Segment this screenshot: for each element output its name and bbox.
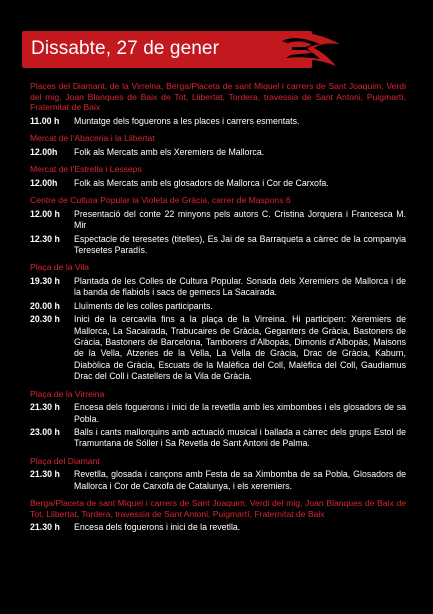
schedule-section — [30, 195, 406, 256]
event-time: 12.00h — [30, 177, 58, 188]
event-row — [30, 427, 406, 450]
schedule-section — [30, 498, 406, 534]
schedule-section — [30, 262, 406, 382]
event-row — [30, 314, 406, 382]
event-row — [30, 147, 406, 158]
location-heading: Plaça del Diamant — [30, 455, 100, 466]
schedule-section — [30, 164, 406, 189]
event-time: 12.00 h — [30, 208, 60, 219]
schedule-section — [30, 133, 406, 158]
location-heading: Berga/Placeta de sant Miquel i carrers de Sant Joaquim, Verdi del mig, Joan Blanques de Baix de Tot, Llibertat, Tordera, travessia de Sant Antoni, Puigmartí, Fraternitat de Baix — [30, 498, 406, 519]
fire-decoration-icon — [222, 26, 342, 72]
schedule-list — [30, 81, 406, 540]
event-row — [30, 469, 406, 492]
event-description: Folk als Mercats amb els Xeremiers de Mallorca. — [74, 146, 265, 157]
event-time: 21.30 h — [30, 402, 60, 413]
event-time: 12.30 h — [30, 233, 60, 244]
event-description: Plantada de les Colles de Cultura Popular. Sonada dels Xeremiers de Mallorca i de la banda de flabiols i sacs de gemecs La Sacairada. — [74, 276, 406, 298]
event-row — [30, 301, 406, 312]
event-row — [30, 178, 406, 189]
event-row — [30, 402, 406, 425]
event-time: 12.00h — [30, 146, 58, 157]
event-row — [30, 276, 406, 299]
location-heading: Plaça de la Virreina — [30, 388, 105, 399]
schedule-section — [30, 81, 406, 127]
event-description: Muntatge dels foguerons a les places i carrers esmentats. — [74, 115, 300, 126]
event-description: Encesa dels foguerons i inici de la revetlla. — [74, 522, 241, 533]
event-time: 20.30 h — [30, 314, 60, 325]
event-description: Espectacle de teresetes (titelles), Es Jai de sa Barraqueta a càrrec de la companyia Teresetes Paradís. — [74, 233, 406, 255]
page-title: Dissabte, 27 de gener — [31, 38, 219, 59]
event-description: Revetlla, glosada i cançons amb Festa de sa Ximbomba de sa Pobla, Glosadors de Mallorca i Cor de Carxofa de Catalunya, i els xeremiers. — [74, 469, 406, 491]
event-row — [30, 116, 406, 127]
event-row — [30, 209, 406, 232]
schedule-section — [30, 389, 406, 450]
event-description: Inici de la cercavila fins a la plaça de la Virreina. Hi participen: Xeremiers de Mallorca, La Sacairada, Trabucaires de Gràcia, Geganters de Gràcia, Bastoners de Gràcia, Bastoners de Barcelona, Tamborers d’Albopàs, Dimonis d’Albopàs, Maisons de la Vella, Atzeries de la Vella, La Vella de Gràcia, Drac de Gràcia, Kaburn, Diabòlica de Gràcia, Escuats de la Malèfica del Coll, Malèfica del Coll, Gaudiamus Drac del Coll i Castellers de la Vila de Gràcia. — [74, 314, 406, 382]
location-heading: Plaça de la Vila — [30, 262, 90, 273]
location-heading: Places del Diamant, de la Virreina, Berga/Placeta de sant Miquel i carrers de Sant Joaquim, Verdi del mig, Joan Blanques de Baix de Tot, Llibertat, Tordera, travessia de Sant Antoni, Puigmartí, Fraternitat de Baix — [30, 81, 406, 113]
event-description: Folk als Mercats amb els glosadors de Mallorca i Cor de Carxofa. — [74, 177, 329, 188]
event-time: 19.30 h — [30, 276, 60, 286]
event-description: Presentació del conte 22 minyons pels autors C. Cristina Jorquera i Francesca M. Mir — [74, 208, 406, 231]
event-row — [30, 234, 406, 257]
event-description: Balls i cants mallorquins amb actuació musical i ballada a càrrec dels grups Estol de Tramuntana de Sóller i Sa Revetla de Sant Antoni de Palma. — [74, 427, 406, 449]
location-heading: Mercat de l’Estrella i Lesseps — [30, 164, 142, 175]
event-time: 21.30 h — [30, 522, 60, 533]
event-time: 23.00 h — [30, 427, 60, 438]
event-time: 20.00 h — [30, 300, 60, 311]
event-time: 21.30 h — [30, 469, 60, 480]
event-time: 11.00 h — [30, 115, 60, 126]
location-heading: Mercat de l’Abaceria i la Llibertat — [30, 133, 155, 144]
schedule-section — [30, 456, 406, 492]
event-description: Lluïments de les colles participants. — [74, 300, 213, 311]
event-row — [30, 522, 406, 533]
event-description: Encesa dels foguerons i inici de la revetlla amb les ximbombes i els glosadors de sa Pobla. — [74, 402, 406, 424]
location-heading: Centre de Cultura Popular la Violeta de Gràcia, carrer de Maspons 6 — [30, 195, 291, 206]
